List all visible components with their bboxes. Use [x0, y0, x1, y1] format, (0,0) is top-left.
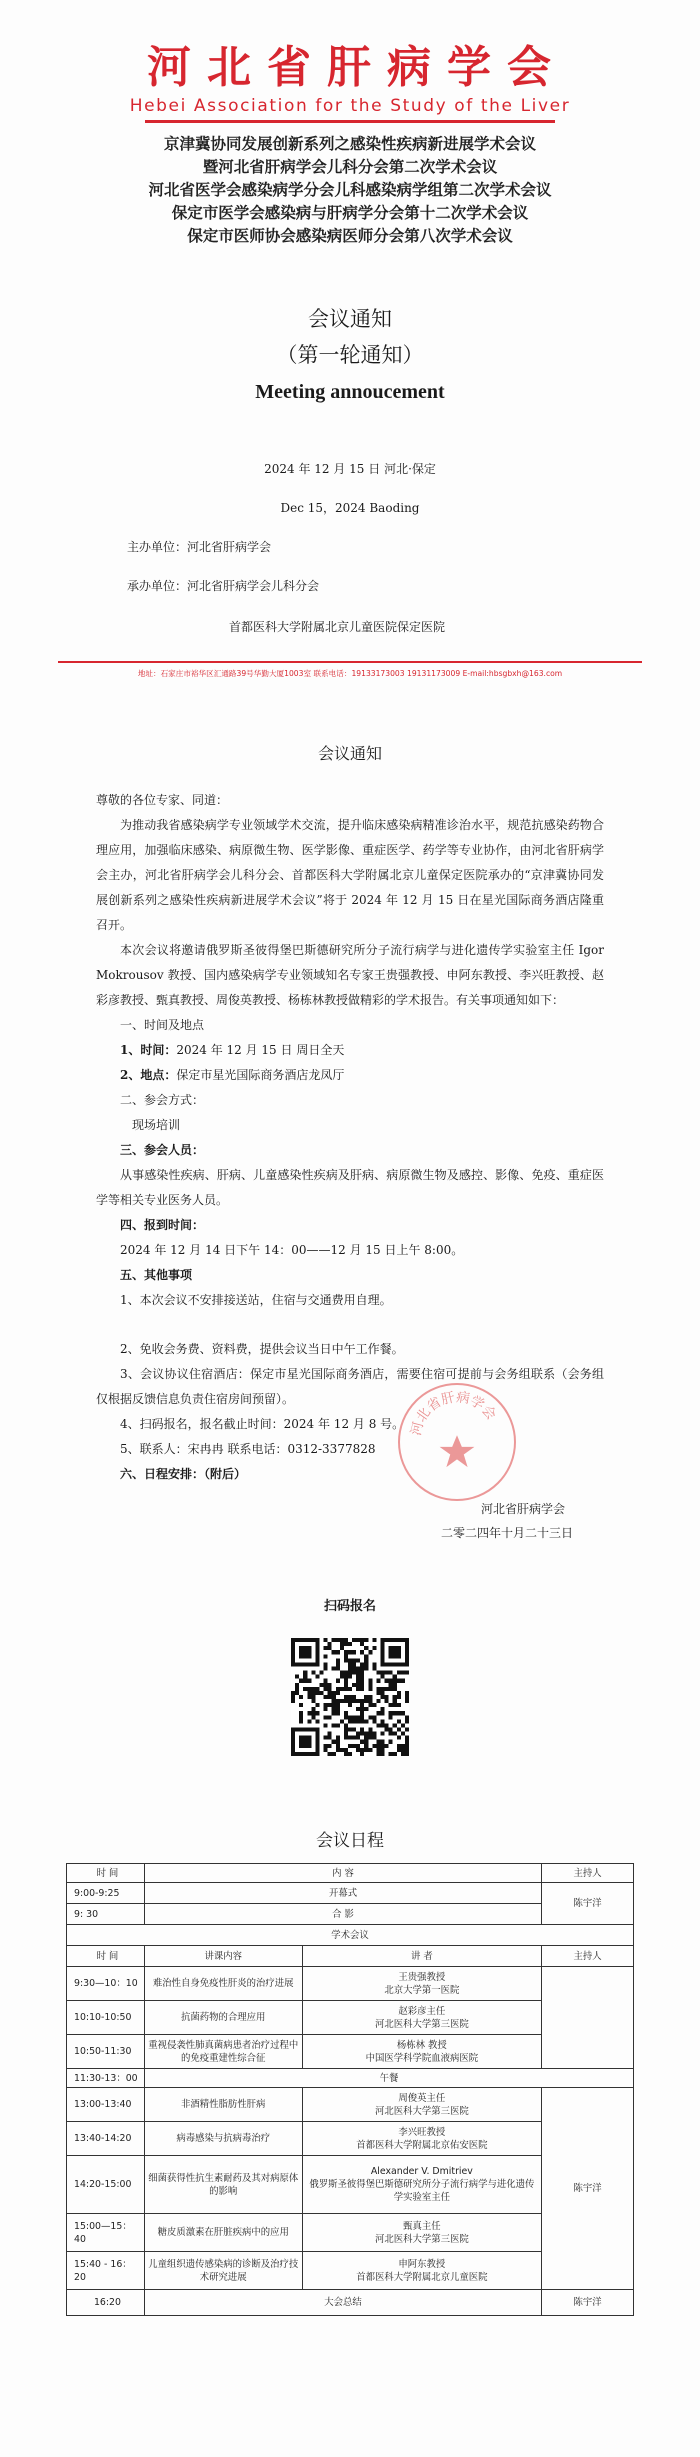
organizer-unit: 承办单位：河北省肝病学会儿科分会 [127, 579, 320, 593]
body-heading: 会议通知 [317, 744, 382, 763]
notice-title [0, 303, 700, 404]
table-row: 15:00—15：40 糖皮质激素在肝脏疾病中的应用 甄真主任 河北医科大学第三医院 [67, 2214, 634, 2252]
other-item-1: 1、本次会议不安排接送站，住宿与交通费用自理。 [120, 1293, 392, 1307]
other-item-2: 2、免收会务费、资料费，提供会议当日中午工作餐。 [120, 1342, 404, 1356]
attendees-text: 从事感染性疾病、肝病、儿童感染性疾病及肝病、病原微生物及感控、影像、免疫、重症医学等相关专业医务人员。 [96, 1168, 604, 1207]
schedule-title: 会议日程 [316, 1831, 384, 1851]
table-row: 9:30—10：10 难治性自身免疫性肝炎的治疗进展 王贵强教授 北京大学第一医院 [67, 1967, 634, 2001]
table-row: 学术会议 [67, 1925, 634, 1946]
other-item-4: 4、扫码报名，报名截止时间：2024 年 12 月 8 号。 [120, 1417, 405, 1431]
time-label: 1、时间： [120, 1043, 177, 1057]
table-row: 15:40 - 16：20 儿童组织遗传感染病的诊断及治疗技术研究进展 申阿东教授 首都医科大学附属北京儿童医院 [67, 2252, 634, 2290]
table-row: 10:50-11:30 重视侵袭性肺真菌病患者治疗过程中的免疫重建性综合征 杨栋林 教授 中国医学科学院血液病医院 [67, 2035, 634, 2069]
signup-title: 扫码报名 [323, 1599, 376, 1614]
table-row: 13:00-13:40 非酒精性脂肪性肝病 周俊英主任 河北医科大学第三医院 陈宇洋 [67, 2088, 634, 2122]
section-checkin: 四、报到时间： [120, 1218, 205, 1232]
meeting-meta [0, 460, 700, 635]
header-rule [145, 120, 555, 123]
table-row: 时 间 内 容 主持人 [67, 1864, 634, 1883]
section-other: 五、其他事项 [120, 1268, 193, 1282]
host-unit: 主办单位：河北省肝病学会 [127, 540, 272, 554]
table-row: 时 间 讲课内容 讲 者 主持人 [67, 1946, 634, 1967]
checkin-text: 2024 年 12 月 14 日下午 14：00——12 月 15 日上午 8:00。 [120, 1243, 464, 1257]
meeting-title-3: 河北省医学会感染病学分会儿科感染病学组第二次学术会议 [148, 181, 552, 199]
signature-date: 二零二四年十月二十三日 [441, 1526, 574, 1540]
meeting-date-en: Dec 15，2024 Baoding [280, 501, 420, 515]
schedule-table [66, 1863, 634, 2316]
section-time-place: 一、时间及地点 [120, 1018, 205, 1032]
meeting-title-2: 暨河北省肝病学会儿科分会第二次学术会议 [202, 158, 498, 176]
meeting-title-5: 保定市医师协会感染病医师分会第八次学术会议 [187, 227, 513, 245]
official-seal-icon [398, 1383, 516, 1501]
table-row: 13:40-14:20 病毒感染与抗病毒治疗 李兴旺教授 首都医科大学附属北京佑安医院 [67, 2122, 634, 2156]
speakers-paragraph: 本次会议将邀请俄罗斯圣彼得堡巴斯德研究所分子流行病学与进化遗传学实验室主任 Igor Mokrousov 教授、国内感染病学专业领域知名专家王贵强教授、申阿东教授、李兴旺教授、赵彩彦教授、甄真教授、周俊英教授、杨栋林教授做精彩的学术报告。有关事项通知如下： [96, 943, 604, 1007]
section-attendees: 三、参会人员： [120, 1143, 205, 1157]
section-schedule: 六、日程安排：（附后） [120, 1467, 247, 1481]
table-row: 16:20 大会总结 陈宇洋 [67, 2290, 634, 2316]
place-line [96, 1063, 604, 1088]
notice-round: （第一轮通知） [276, 343, 424, 367]
seal-text: 河北省肝病学会 [408, 1389, 500, 1438]
notice-title-cn: 会议通知 [308, 307, 392, 331]
table-row: 9: 30 合 影 [67, 1904, 634, 1925]
org-name-cn: 河北省肝病学会 [147, 42, 567, 93]
table-row: 14:20-15:00 细菌获得性抗生素耐药及其对病原体的影响 Alexander V. Dmitriev 俄罗斯圣彼得堡巴斯德研究所分子流行病学与进化遗传学实验室主任 [67, 2156, 634, 2214]
section-attend-mode: 二、参会方式： [120, 1093, 205, 1107]
attend-mode-text: 现场培训 [132, 1118, 181, 1132]
meeting-date-cn: 2024 年 12 月 15 日 河北·保定 [264, 462, 436, 476]
other-item-5: 5、联系人：宋冉冉 联系电话：0312-3377828 [120, 1442, 376, 1456]
signup-qr-code-icon[interactable] [291, 1638, 409, 1756]
address-bar [58, 661, 642, 679]
table-row: 10:10-10:50 抗菌药物的合理应用 赵彩彦主任 河北医科大学第三医院 [67, 2001, 634, 2035]
intro-paragraph: 为推动我省感染病学专业领域学术交流，提升临床感染病精准诊治水平，规范抗感染药物合理应用，加强临床感染、病原微生物、医学影像、重症医学、药学等专业协作，由河北省肝病学会主办，河北省肝病学会儿科分会、首都医科大学附属北京儿童保定医院承办的“京津冀协同发展创新系列之感染性疾病新进展学术会议”将于 2024 年 12 月 15 日在星光国际商务酒店隆重召开。 [96, 818, 604, 932]
meeting-title-4: 保定市医学会感染病与肝病学分会第十二次学术会议 [171, 204, 529, 222]
table-row: 11:30-13：00 午餐 [67, 2069, 634, 2088]
signature-org: 河北省肝病学会 [481, 1502, 566, 1516]
table-row: 9:00-9:25 开幕式 陈宇洋 [67, 1883, 634, 1904]
other-item-3: 3、会议协议住宿酒店：保定市星光国际商务酒店，需要住宿可提前与会务组联系（会务组仅根据反馈信息负责住宿房间预留）。 [96, 1367, 604, 1406]
organizer-unit-2: 首都医科大学附属北京儿童医院保定医院 [229, 620, 446, 634]
notice-body [0, 788, 700, 1551]
svg-text:河北省肝病学会 [408, 1389, 499, 1437]
address-text: 地址：石家庄市裕华区汇通路39号华勤大厦1003室 联系电话：19133173003 19131173009 E-mail:hbsgbxh@163.com [137, 669, 563, 678]
place-value: 保定市星光国际商务酒店龙凤厅 [176, 1068, 345, 1082]
time-value: 2024 年 12 月 15 日 周日全天 [176, 1043, 345, 1057]
place-label: 2、地点： [120, 1068, 177, 1082]
greeting: 尊敬的各位专家、同道： [96, 793, 229, 807]
notice-title-en: Meeting annoucement [255, 381, 445, 403]
letterhead [0, 0, 700, 248]
meeting-title-1: 京津冀协同发展创新系列之感染性疾病新进展学术会议 [163, 135, 536, 153]
org-name-en: Hebei Association for the Study of the Liver [129, 96, 571, 116]
time-line [96, 1038, 604, 1063]
meeting-titles [0, 133, 700, 248]
